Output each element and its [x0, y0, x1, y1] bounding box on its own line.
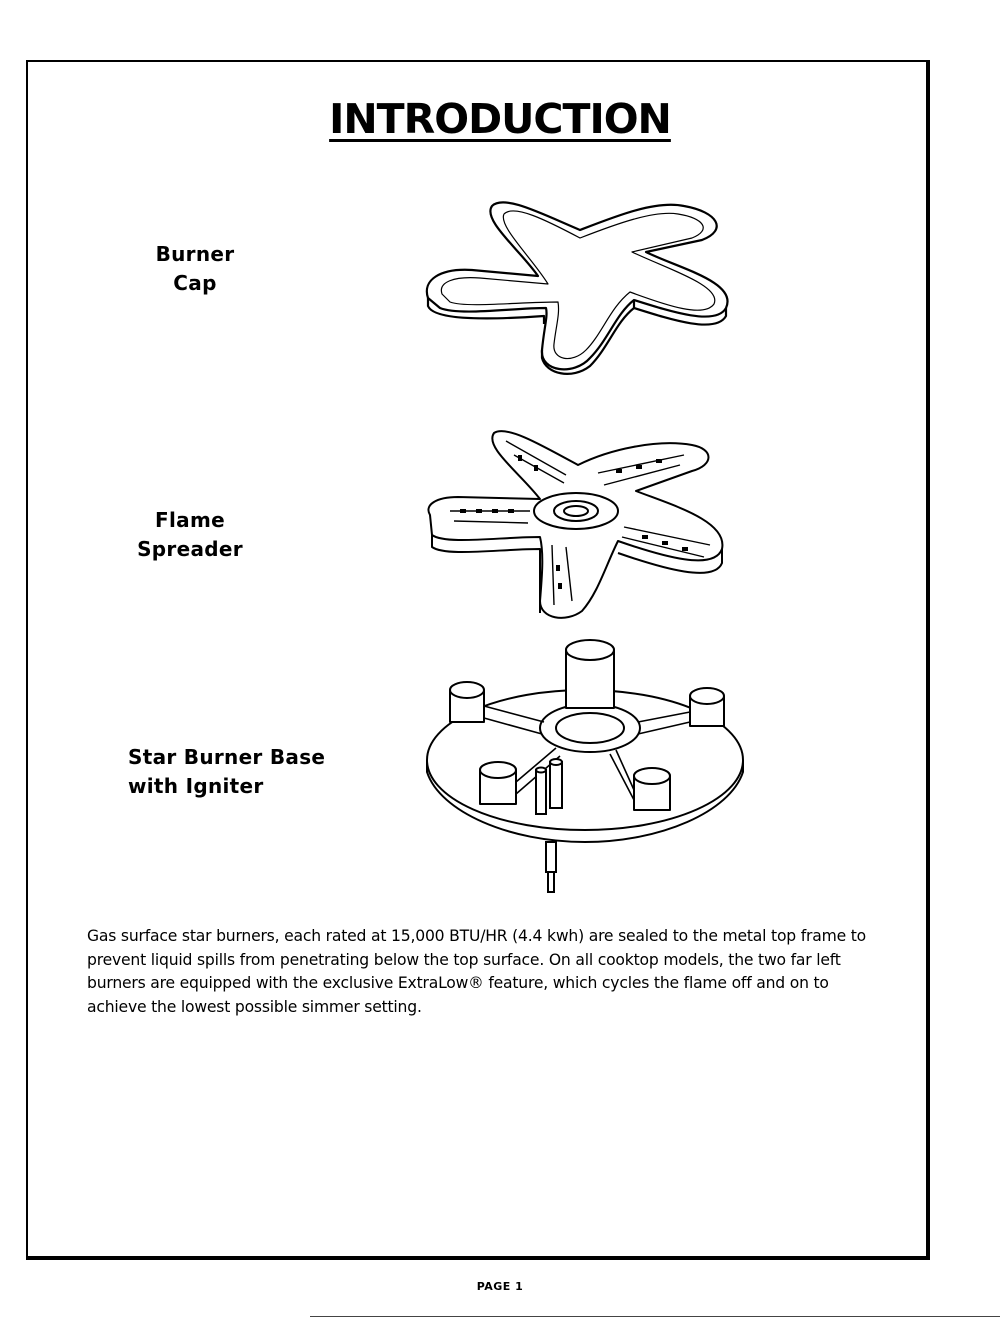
- flame-spreader-icon: [410, 425, 740, 625]
- flame-spreader-label-line2: Spreader: [137, 537, 243, 561]
- page-number: PAGE 1: [476, 1280, 524, 1293]
- intro-paragraph: Gas surface star burners, each rated at 15,000 BTU/HR (4.4 kwh) are sealed to the metal top frame to prevent liquid spills from penetrating below the top surface. On all cooktop models, the two far left burners are equipped with the exclusive ExtraLow® feature, which cycles the flame off and on to achieve the lowest possible simmer setting.: [87, 927, 867, 1016]
- star-burner-cap-icon: [420, 190, 740, 380]
- scan-artifact-line: [310, 1316, 1000, 1317]
- burner-base-label: [128, 743, 325, 801]
- burner-cap-label-line1: Burner: [155, 242, 235, 266]
- burner-base-label-line2: with Igniter: [128, 774, 264, 798]
- flame-spreader-label: [130, 506, 250, 564]
- star-burner-base-icon: [420, 630, 750, 900]
- burner-cap-label-line2: Cap: [173, 271, 217, 295]
- page-title: INTRODUCTION: [329, 95, 671, 143]
- flame-spreader-label-line1: Flame: [155, 508, 225, 532]
- burner-base-label-line1: Star Burner Base: [128, 745, 326, 769]
- burner-cap-label: [150, 240, 240, 298]
